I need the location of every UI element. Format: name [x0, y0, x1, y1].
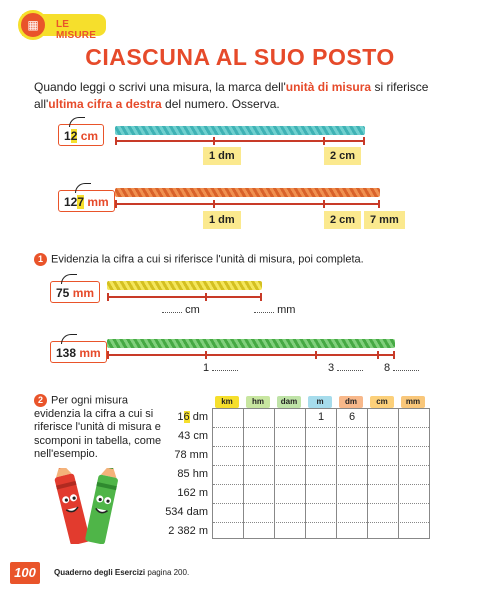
exercise-1-instruction: 1 Evidenzia la cifra a cui si riferisce l'unità di misura, poi completa. — [34, 253, 364, 266]
measure-box-12cm: 12 cm — [58, 124, 104, 146]
rope-yellow — [107, 281, 262, 290]
row-label: 16 dm — [177, 411, 208, 423]
row-label: 534 dam — [165, 506, 208, 518]
exercise-number: 1 — [34, 253, 47, 266]
row-label: 85 hm — [177, 468, 208, 480]
ruler-line — [107, 296, 262, 298]
label-2cm: 2 cm — [324, 147, 361, 165]
measure-box-127mm: 127 mm — [58, 190, 115, 212]
measure-box-75mm: 75 mm — [50, 281, 100, 303]
exercise-2-instruction: 2 Per ogni misura evidenzia la cifra a cui si riferisce l'unità di misura e scomponi in tabella, come nell'esempio. — [34, 394, 162, 461]
blank-8[interactable]: 8 — [384, 362, 419, 374]
col-head-cm: cm — [370, 396, 394, 408]
measure-box-138mm: 138 mm — [50, 341, 107, 363]
col-head-mm: mm — [401, 396, 425, 408]
label-1dm: 1 dm — [203, 147, 241, 165]
ruler-shapes-icon: ▦ — [18, 10, 48, 40]
col-head-dam: dam — [277, 396, 301, 408]
page-title: CIASCUNA AL SUO POSTO — [85, 44, 395, 70]
col-head-km: km — [215, 396, 239, 408]
arrow-icon — [61, 274, 77, 284]
arrow-icon — [61, 334, 77, 344]
ruler-line — [115, 203, 380, 205]
label-7mm: 7 mm — [364, 211, 405, 229]
blank-cm[interactable]: cm — [162, 304, 200, 316]
section-label: LE MISURE — [56, 19, 97, 41]
footer-reference: Quaderno degli Esercizi pagina 200. — [54, 568, 190, 577]
intro-text: Quando leggi o scrivi una misura, la marca dell'unità di misura si riferisce all'ultima cifra a destra del numero. Osserva. — [34, 80, 429, 111]
decomposition-table — [212, 408, 430, 539]
col-head-dm: dm — [339, 396, 363, 408]
section-badge — [22, 14, 106, 41]
ruler-line — [115, 140, 365, 142]
row-label: 43 cm — [178, 430, 208, 442]
blank-3[interactable]: 3 — [328, 362, 363, 374]
row-label: 162 m — [177, 487, 208, 499]
arrow-icon — [75, 183, 91, 193]
two-crayons-icon — [34, 468, 144, 544]
ruler-line — [107, 354, 395, 356]
blank-1[interactable]: 1 — [203, 362, 238, 374]
label-2cm: 2 cm — [324, 211, 361, 229]
table-cell-m: 1 — [317, 411, 325, 423]
col-head-m: m — [308, 396, 332, 408]
label-1dm: 1 dm — [203, 211, 241, 229]
row-label: 2 382 m — [168, 525, 208, 537]
table-cell-dm: 6 — [348, 411, 356, 423]
rope-green — [107, 339, 395, 348]
blank-mm[interactable]: mm — [254, 304, 295, 316]
page-number: 100 — [10, 562, 40, 584]
rope-blue — [115, 126, 365, 135]
rope-orange — [115, 188, 380, 197]
row-label: 78 mm — [174, 449, 208, 461]
exercise-number: 2 — [34, 394, 47, 407]
col-head-hm: hm — [246, 396, 270, 408]
arrow-icon — [69, 117, 85, 127]
